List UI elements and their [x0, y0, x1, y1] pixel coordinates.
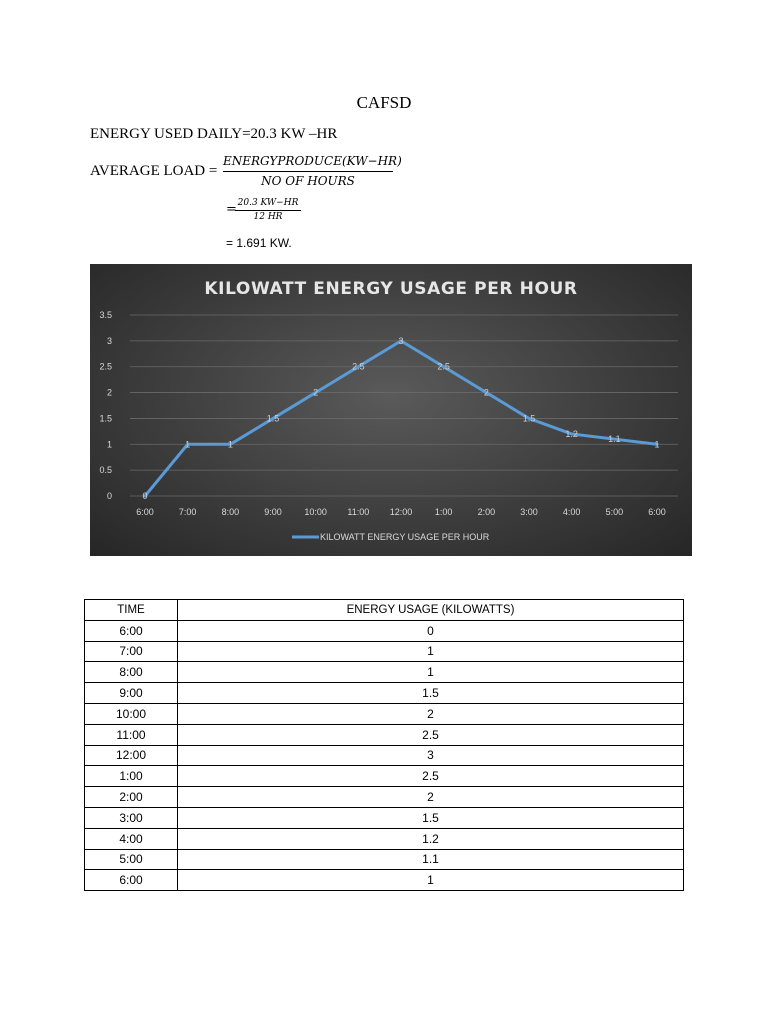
data-label: 1.5 — [266, 413, 280, 424]
energy-cell: 0 — [177, 620, 683, 641]
header-energy-usage: ENERGY USAGE (KILOWATTS) — [177, 600, 683, 621]
x-tick-label: 7:00 — [178, 507, 197, 517]
table-row — [85, 870, 684, 891]
data-label: 0 — [142, 491, 148, 501]
energy-cell: 1.5 — [177, 807, 683, 828]
document-title: CAFSD — [356, 93, 412, 112]
data-label: 2.5 — [352, 361, 365, 372]
average-load-label: AVERAGE LOAD = — [90, 163, 218, 179]
equals-sign: = — [226, 202, 237, 217]
data-label: 2 — [483, 387, 489, 398]
time-cell: 6:00 — [85, 870, 178, 891]
x-tick-label: 6:00 — [648, 507, 666, 517]
table-row — [85, 683, 684, 704]
energy-cell: 2.5 — [177, 766, 683, 787]
energy-cell: 1 — [177, 662, 683, 683]
data-label: 1.2 — [565, 428, 578, 439]
y-tick-label: 3 — [106, 335, 112, 346]
time-cell: 6:00 — [85, 620, 178, 641]
time-cell: 1:00 — [85, 766, 178, 787]
energy-cell: 3 — [177, 745, 683, 766]
x-tick-label: 12:00 — [389, 507, 413, 517]
y-tick-label: 3.5 — [99, 310, 112, 320]
table-row — [85, 703, 684, 724]
time-cell: 2:00 — [85, 787, 178, 808]
table-row — [85, 787, 684, 808]
table-row — [85, 724, 684, 745]
energy-cell: 1.5 — [177, 683, 683, 704]
time-cell: 9:00 — [85, 683, 178, 704]
energy-usage-chart — [90, 264, 692, 556]
time-cell: 12:00 — [85, 745, 178, 766]
y-tick-label: 2 — [106, 387, 112, 398]
chart-canvas — [90, 264, 692, 556]
energy-used-daily-text: ENERGY USED DAILY=20.3 KW –HR — [90, 126, 338, 142]
table-row — [85, 641, 684, 662]
legend-label: KILOWATT ENERGY USAGE PER HOUR — [320, 532, 490, 542]
x-tick-label: 2:00 — [477, 507, 496, 517]
data-label: 1.5 — [522, 413, 536, 424]
energy-cell: 1.1 — [177, 849, 683, 870]
data-label: 1 — [654, 439, 660, 450]
table-header-row — [85, 600, 684, 621]
y-tick-label: 0.5 — [99, 465, 112, 476]
time-cell: 5:00 — [85, 849, 178, 870]
time-cell: 11:00 — [85, 724, 178, 745]
data-label: 1.1 — [608, 434, 621, 445]
table-row — [85, 766, 684, 787]
table-row — [85, 828, 684, 849]
average-load-result: = 1.691 KW. — [226, 236, 292, 250]
chart-title: KILOWATT ENERGY USAGE PER HOUR — [204, 279, 578, 299]
x-tick-label: 5:00 — [605, 507, 624, 517]
time-cell: 7:00 — [85, 641, 178, 662]
y-tick-label: 2.5 — [99, 361, 112, 372]
x-tick-label: 11:00 — [347, 507, 370, 517]
x-tick-label: 3:00 — [520, 507, 538, 517]
x-tick-label: 8:00 — [221, 507, 240, 517]
data-label: 3 — [398, 335, 404, 346]
table-row — [85, 662, 684, 683]
table-row — [85, 620, 684, 641]
time-cell: 3:00 — [85, 807, 178, 828]
energy-cell: 2 — [177, 703, 683, 724]
table-row — [85, 807, 684, 828]
y-tick-label: 0 — [106, 491, 112, 501]
data-label: 2.5 — [437, 361, 450, 372]
header-time: TIME — [85, 600, 178, 621]
y-tick-label: 1 — [106, 439, 112, 450]
formula-numerator: 20.3 KW−HR — [237, 198, 299, 208]
substituted-formula — [235, 198, 301, 222]
x-tick-label: 6:00 — [136, 507, 154, 517]
formula-denominator: NO OF HOURS — [261, 174, 355, 188]
table-row — [85, 745, 684, 766]
energy-cell: 2 — [177, 787, 683, 808]
energy-usage-table — [84, 599, 684, 891]
data-label: 2 — [313, 387, 319, 398]
y-tick-label: 1.5 — [99, 413, 112, 424]
energy-cell: 1 — [177, 641, 683, 662]
x-tick-label: 4:00 — [562, 507, 581, 517]
average-load-formula — [223, 154, 402, 188]
formula-numerator: ENERGYPRODUCE(KW−HR) — [223, 154, 402, 168]
x-tick-label: 10:00 — [304, 507, 327, 517]
energy-cell: 1 — [177, 870, 683, 891]
energy-cell: 1.2 — [177, 828, 683, 849]
table-row — [85, 849, 684, 870]
time-cell: 8:00 — [85, 662, 178, 683]
time-cell: 4:00 — [85, 828, 178, 849]
energy-cell: 2.5 — [177, 724, 683, 745]
x-tick-label: 1:00 — [434, 507, 453, 517]
x-tick-label: 9:00 — [264, 507, 282, 517]
formula-denominator: 12 HR — [253, 212, 283, 222]
data-label: 1 — [185, 439, 191, 450]
data-label: 1 — [227, 439, 233, 450]
time-cell: 10:00 — [85, 703, 178, 724]
